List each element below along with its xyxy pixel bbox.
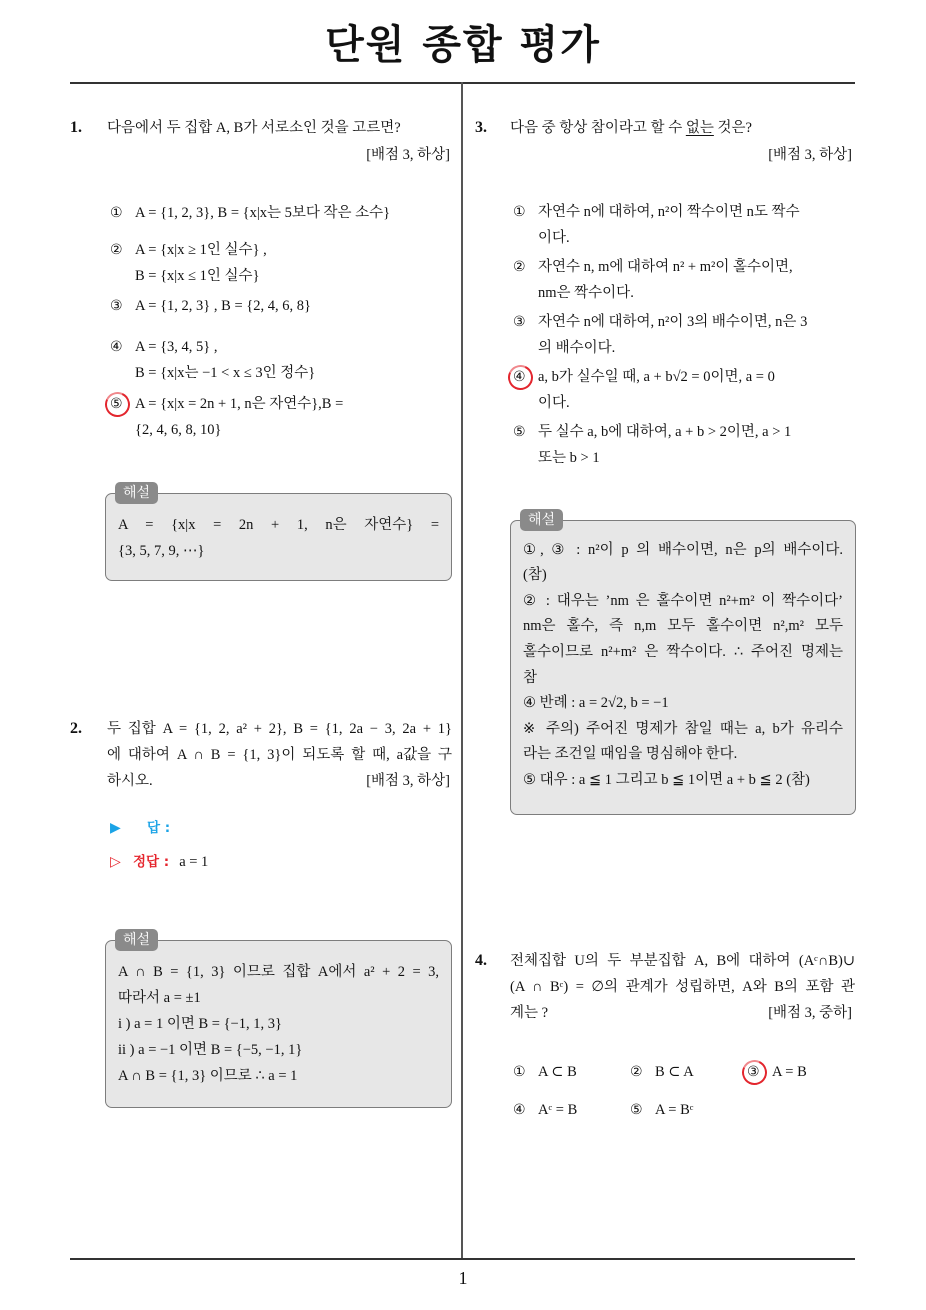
choice-2 [110, 237, 452, 289]
choice-3 [513, 309, 852, 361]
choice-number: ② [513, 259, 526, 275]
choice-line: 의 배수이다. [538, 340, 616, 356]
choice-number: ④ [110, 339, 123, 355]
choice-text [135, 200, 452, 226]
column-divider [461, 82, 463, 1258]
question-line: 다음에서 두 집합 A, B가 서로소인 것을 고르면? [107, 120, 401, 136]
choice-1 [513, 1059, 625, 1085]
choice-line: 이다. [538, 230, 570, 246]
choice-5 [630, 1097, 742, 1123]
explanation-tag: 해설 [520, 509, 563, 531]
choice-line: 자연수 n에 대하여, n²이 짝수이면 n도 짝수 [538, 204, 800, 220]
question-text [107, 115, 452, 141]
choice-number: ② [630, 1064, 643, 1080]
explanation-line: ii ) a = −1 이면 B = {−5, −1, 1} [118, 1041, 303, 1058]
explanation-line: A ∩ B = {1, 3} 이므로 ∴ a = 1 [118, 1067, 298, 1084]
score-label: [배점 3, 하상] [768, 147, 852, 163]
explanation-line: A ∩ B = {1, 3} 이므로 집합 A에서 a² + 2 = 3, [118, 963, 439, 980]
choice-2 [513, 254, 852, 306]
question-line: 계는 ? [510, 1005, 549, 1021]
question-line: 하시오. [107, 773, 153, 789]
explanation-line: ④ 반례 : a = 2√2, b = −1 [523, 695, 669, 712]
choice-line: nm은 짝수이다. [538, 285, 634, 301]
explanation-box [105, 485, 452, 581]
choice-4 [513, 364, 852, 416]
explanation-line: ⑤ 대우 : a ≦ 1 그리고 b ≦ 1이면 a + b ≦ 2 (참) [523, 772, 810, 789]
choice-text [538, 199, 852, 251]
page-title: 단원 종합 평가 [325, 22, 601, 68]
header-rule [70, 82, 855, 84]
choice-1 [513, 199, 852, 251]
choice-number: ① [513, 204, 526, 220]
choice-text [538, 1059, 625, 1085]
explanation-line: 홀수이므로 n²+m² 은 짝수이다. ∴ 주어진 명제는 [523, 644, 843, 661]
correct-answer-value: a = 1 [179, 854, 209, 870]
score-label: [배점 3, 하상] [366, 147, 450, 163]
choice-number: ③ [110, 298, 123, 314]
page-number: 1 [458, 1268, 468, 1288]
choice-number: ② [110, 242, 123, 258]
choice-line: A = {1, 2, 3} , B = {2, 4, 6, 8} [135, 298, 311, 314]
explanation-line: ② : 대우는 ’nm 은 홀수이면 n²+m² 이 짝수이다’ [523, 592, 843, 609]
choice-number: ③ [747, 1059, 772, 1085]
question-line: 전체집합 U의 두 부분집합 A, B에 대하여 (Aᶜ∩B)∪ [510, 953, 855, 969]
choice-text [135, 293, 452, 319]
choice-text [538, 419, 852, 471]
choice-text [538, 254, 852, 306]
choice-3 [747, 1059, 852, 1085]
choice-line: A = {x|x ≥ 1인 실수} , [135, 242, 267, 258]
choice-line: {2, 4, 6, 8, 10} [135, 422, 222, 438]
correct-answer-label: 정답 : [133, 854, 170, 870]
question-emphasis: 없는 [685, 120, 714, 136]
choice-line: 자연수 n에 대하여, n²이 3의 배수이면, n은 3 [538, 314, 808, 330]
choice-2 [630, 1059, 742, 1085]
question-line: (A ∩ Bᶜ) = ∅의 관계가 성립하면, A와 B의 포함 관 [510, 979, 855, 995]
explanation-box [510, 512, 856, 815]
choice-line: A = {3, 4, 5} , [135, 339, 218, 355]
explanation-line: {3, 5, 7, 9, ⋯} [118, 542, 205, 559]
correct-arrow-icon: ▷ [110, 854, 121, 870]
choice-line: B ⊂ A [655, 1064, 694, 1080]
answer-arrow-icon: ▶ [110, 820, 121, 836]
choice-line: B = {x|x ≤ 1인 실수} [135, 268, 260, 284]
choice-line: A = Bᶜ [655, 1102, 694, 1118]
choice-text [655, 1059, 742, 1085]
choice-number: ④ [513, 364, 538, 416]
choice-5 [513, 419, 852, 471]
choice-1 [110, 200, 452, 226]
explanation-line: 따라서 a = ±1 [118, 989, 201, 1006]
choice-number: ③ [513, 314, 526, 330]
question-line: 두 집합 A = {1, 2, a² + 2}, B = {1, 2a − 3, 2a + 1} [107, 721, 452, 737]
choice-line: 두 실수 a, b에 대하여, a + b > 2이면, a > 1 [538, 424, 792, 440]
choice-line: A = {x|x = 2n + 1, n은 자연수},B = [135, 396, 344, 412]
question-line [510, 115, 852, 141]
choice-line: 이다. [538, 395, 570, 411]
explanation-line: ①, ③ : n²이 p 의 배수이면, n은 p의 배수이다. [523, 541, 843, 558]
answer-row [110, 815, 170, 841]
correct-answer-row [110, 849, 208, 875]
choice-3 [110, 293, 452, 319]
explanation-tag: 해설 [115, 929, 158, 951]
choice-line: B = {x|x는 −1 < x ≤ 3인 정수} [135, 365, 316, 381]
question-text [510, 115, 852, 141]
choice-text [538, 309, 852, 361]
explanation-line: A = {x|x = 2n + 1, n은 자연수} = [118, 516, 439, 533]
choice-line: a, b가 실수일 때, a + b√2 = 0이면, a = 0 [538, 369, 775, 385]
problem-number: 2. [70, 720, 82, 737]
explanation-line: i ) a = 1 이면 B = {−1, 1, 3} [118, 1015, 282, 1032]
choice-line: A = B [772, 1064, 807, 1080]
choice-text [772, 1059, 852, 1085]
choice-4 [110, 334, 452, 386]
choice-line: 자연수 n, m에 대하여 n² + m²이 홀수이면, [538, 259, 793, 275]
choice-text [538, 1097, 625, 1123]
explanation-line: (참) [523, 567, 547, 584]
choice-4 [513, 1097, 625, 1123]
choice-text [135, 334, 452, 386]
explanation-line: nm은 홀수, 즉 n,m 모두 홀수이면 n²,m² 모두 [523, 618, 843, 635]
question-part: 것은? [713, 120, 752, 136]
explanation-line: ※ 주의) 주어진 명제가 참일 때는 a, b가 유리수 [523, 720, 843, 737]
question-part: 다음 중 항상 참이라고 할 수 [510, 120, 686, 136]
choice-text [135, 391, 452, 443]
choice-text [538, 364, 852, 416]
choice-line: 또는 b > 1 [538, 450, 600, 466]
problem-number: 4. [475, 952, 487, 969]
choice-text [135, 237, 452, 289]
choice-number: ④ [513, 1102, 526, 1118]
question-line: 에 대하여 A ∩ B = {1, 3}이 되도록 할 때, a값을 구 [107, 747, 452, 763]
explanation-box [105, 932, 452, 1108]
footer-rule [70, 1258, 855, 1260]
choice-line: A = {1, 2, 3}, B = {x|x는 5보다 작은 소수} [135, 205, 391, 221]
explanation-line: 라는 조건일 때임을 명심해야 한다. [523, 746, 738, 763]
problem-number: 3. [475, 119, 487, 136]
choice-number: ① [110, 205, 123, 221]
choice-number: ⑤ [630, 1102, 643, 1118]
choice-5 [110, 391, 452, 443]
score-label: [배점 3, 하상] [366, 773, 450, 789]
score-label: [배점 3, 중하] [768, 1005, 852, 1021]
choice-number: ⑤ [513, 424, 526, 440]
choice-number: ① [513, 1064, 526, 1080]
answer-label: 답 : [147, 820, 171, 836]
problem-number: 1. [70, 119, 82, 136]
choice-line: Aᶜ = B [538, 1102, 578, 1118]
explanation-line: 참 [523, 669, 538, 686]
choice-line: A ⊂ B [538, 1064, 577, 1080]
choice-number: ⑤ [110, 391, 135, 443]
choice-text [655, 1097, 742, 1123]
explanation-tag: 해설 [115, 482, 158, 504]
